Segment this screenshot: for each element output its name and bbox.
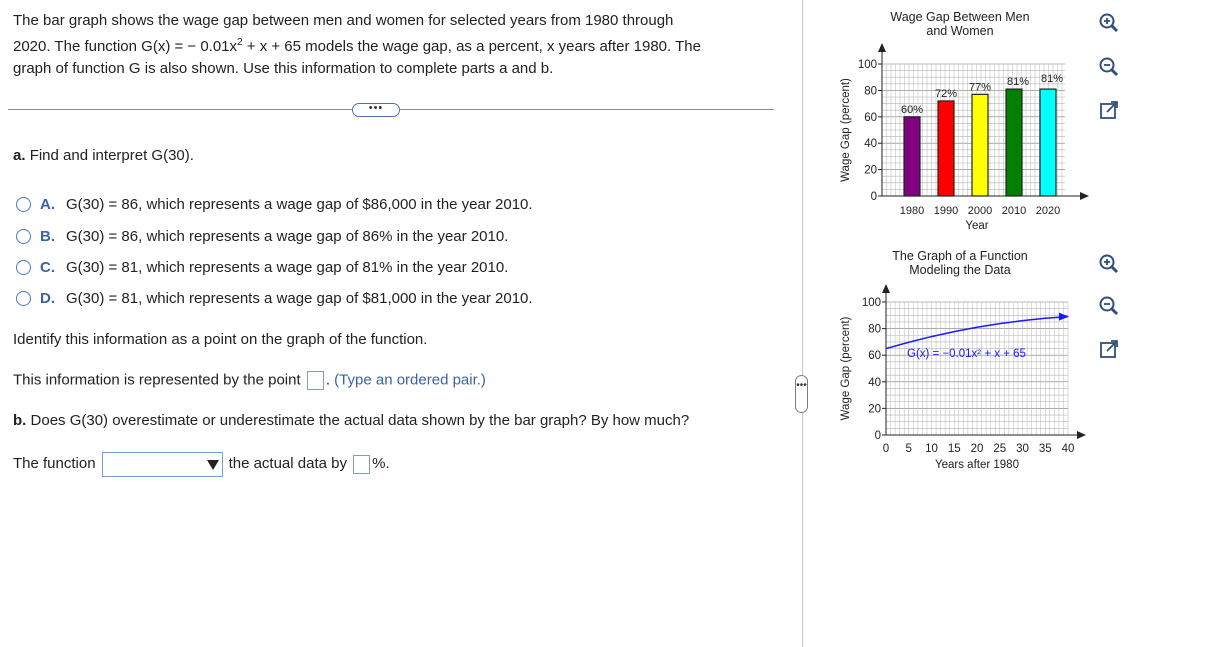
- chevron-down-icon: [207, 460, 219, 470]
- bar: [938, 101, 954, 196]
- resize-handle[interactable]: •••: [795, 375, 808, 413]
- chart-title: and Women: [926, 24, 994, 38]
- y-axis-arrow: [878, 43, 886, 52]
- choice-letter: B.: [40, 228, 55, 245]
- bar: [904, 117, 920, 196]
- function-label: G(x) = −0.01x² + x + 65: [907, 348, 1026, 360]
- x-tick-label: 30: [1016, 443, 1029, 455]
- part-b-text: Does G(30) overestimate or underestimate the actual data shown by the bar graph? By how much?: [30, 412, 690, 429]
- x-tick-label: 0: [882, 443, 890, 455]
- y-tick-label: 60: [864, 111, 877, 124]
- radio-button[interactable]: [16, 229, 31, 244]
- zoom-in-button-2[interactable]: [1098, 253, 1120, 275]
- choice-letter: C.: [40, 259, 55, 276]
- popout-icon: [1098, 99, 1120, 121]
- choice-text: G(30) = 81, which represents a wage gap of $81,000 in the year 2010.: [66, 290, 533, 307]
- x-tick-label: 15: [947, 443, 961, 455]
- zoom-out-button-2[interactable]: [1098, 295, 1120, 317]
- x-axis-label: Year: [965, 220, 989, 232]
- percent-answer-input[interactable]: [353, 455, 370, 474]
- data-label: 81%: [1040, 73, 1064, 86]
- intro-line-2b: + x + 65 models the wage gap, as a percent, x years after 1980. The: [242, 38, 701, 55]
- choice-text: G(30) = 86, which represents a wage gap of $86,000 in the year 2010.: [66, 196, 533, 213]
- problem-statement: [13, 10, 773, 80]
- estimate-dropdown[interactable]: [102, 452, 223, 477]
- x-axis-arrow: [1077, 431, 1086, 439]
- popout-button[interactable]: [1098, 99, 1120, 121]
- data-label: 77%: [968, 81, 992, 94]
- x-tick-label: 35: [1038, 443, 1052, 455]
- y-tick-label: 0: [870, 191, 877, 203]
- choice-text: G(30) = 81, which represents a wage gap of 81% in the year 2010.: [66, 259, 509, 276]
- function-prefix: The function: [13, 455, 96, 472]
- part-b-prompt: [13, 412, 689, 429]
- part-a-text: Find and interpret G(30).: [29, 147, 194, 164]
- part-b-label: b.: [13, 412, 27, 429]
- choice-b[interactable]: [16, 228, 508, 245]
- function-suffix: %.: [372, 455, 390, 472]
- y-tick-label: 0: [874, 430, 881, 442]
- choice-text: G(30) = 86, which represents a wage gap of 86% in the year 2010.: [66, 228, 509, 245]
- x-tick-label: 2010: [1001, 205, 1027, 217]
- y-tick-label: 20: [864, 164, 877, 177]
- point-answer-input[interactable]: [307, 371, 324, 390]
- x-tick-label: 25: [993, 443, 1007, 455]
- chart-title: Wage Gap Between Men: [890, 10, 1030, 24]
- data-label: 60%: [900, 103, 924, 116]
- charts-area: [820, 0, 1090, 480]
- point-suffix: .: [325, 371, 330, 389]
- y-tick-label: 60: [868, 350, 881, 363]
- point-answer-row: [13, 371, 486, 390]
- y-axis-arrow: [882, 284, 890, 293]
- panel-divider: [802, 0, 803, 647]
- intro-line-2: [13, 32, 773, 58]
- y-tick-label: 100: [861, 297, 881, 309]
- zoom-out-button[interactable]: [1098, 56, 1120, 78]
- data-label: 81%: [1006, 76, 1030, 89]
- bar: [1006, 89, 1022, 196]
- zoom-out-icon: [1098, 295, 1120, 317]
- chart-title: Modeling the Data: [909, 263, 1011, 277]
- intro-line-2a: 2020. The function G(x) = − 0.01x: [13, 38, 238, 55]
- x-tick-label: 20: [970, 443, 984, 455]
- identify-text: Identify this information as a point on the graph of the function.: [13, 331, 428, 348]
- y-tick-label: 80: [868, 323, 881, 336]
- choice-letter: A.: [40, 196, 55, 213]
- y-tick-label: 40: [864, 138, 877, 151]
- more-button[interactable]: •••: [352, 103, 400, 117]
- x-axis-label: Years after 1980: [935, 459, 1019, 471]
- choice-d[interactable]: [16, 290, 533, 307]
- bar: [1040, 89, 1056, 196]
- radio-button[interactable]: [16, 291, 31, 306]
- zoom-in-icon: [1098, 12, 1120, 34]
- y-tick-label: 100: [857, 59, 877, 71]
- x-tick-label: 40: [1061, 443, 1075, 455]
- intro-line-3: graph of function G is also shown. Use this information to complete parts a and b.: [13, 60, 554, 77]
- x-tick-label: 2020: [1035, 205, 1061, 217]
- x-tick-label: 10: [925, 443, 938, 455]
- intro-line-1: The bar graph shows the wage gap between men and women for selected years from 1980 through: [13, 12, 674, 29]
- radio-button[interactable]: [16, 197, 31, 212]
- y-axis-label: Wage Gap (percent): [840, 78, 852, 182]
- choice-a[interactable]: [16, 196, 533, 213]
- x-axis-arrow: [1080, 192, 1089, 200]
- part-a-prompt: [13, 147, 194, 164]
- data-label: 72%: [934, 87, 958, 100]
- point-hint: (Type an ordered pair.): [334, 371, 486, 389]
- y-tick-label: 20: [868, 403, 881, 416]
- choice-letter: D.: [40, 290, 55, 307]
- function-mid: the actual data by: [228, 455, 347, 472]
- x-tick-label: 2000: [967, 205, 993, 217]
- chart-title: The Graph of a Function: [892, 249, 1028, 263]
- section-divider: [8, 102, 774, 114]
- part-a-label: a.: [13, 147, 26, 164]
- y-tick-label: 80: [864, 85, 877, 98]
- zoom-in-button[interactable]: [1098, 12, 1120, 34]
- x-tick-label: 1990: [933, 205, 959, 217]
- bar-chart: [840, 10, 1089, 232]
- bar: [972, 94, 988, 196]
- choice-c[interactable]: [16, 259, 508, 276]
- zoom-out-icon: [1098, 56, 1120, 78]
- line-chart: [840, 249, 1086, 471]
- popout-icon: [1098, 338, 1120, 360]
- radio-button[interactable]: [16, 260, 31, 275]
- popout-button-2[interactable]: [1098, 338, 1120, 360]
- point-prefix: This information is represented by the point: [13, 371, 301, 389]
- exponent: 2: [237, 37, 243, 48]
- y-tick-label: 40: [868, 376, 881, 389]
- x-tick-label: 1980: [899, 205, 925, 217]
- y-axis-label: Wage Gap (percent): [840, 316, 852, 421]
- curve-arrow: [1059, 313, 1069, 321]
- x-tick-label: 5: [905, 443, 912, 455]
- zoom-in-icon: [1098, 253, 1120, 275]
- function-answer-row: [13, 451, 390, 477]
